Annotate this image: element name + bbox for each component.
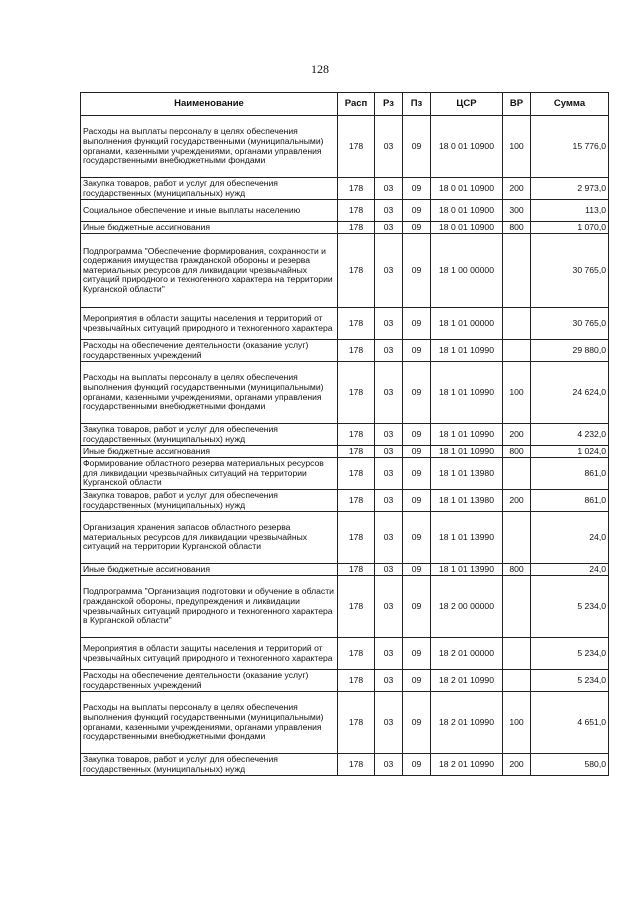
cell-rasp: 178 bbox=[338, 692, 375, 754]
cell-sum: 24,0 bbox=[531, 512, 609, 564]
header-vr: ВР bbox=[503, 93, 531, 116]
table-row bbox=[81, 670, 609, 692]
cell-sum: 30 765,0 bbox=[531, 308, 609, 340]
cell-csr: 18 1 01 13990 bbox=[431, 512, 503, 564]
cell-name: Расходы на обеспечение деятельности (оказание услуг) государственных учреждений bbox=[81, 340, 338, 362]
header-rz: Рз bbox=[375, 93, 403, 116]
cell-rasp: 178 bbox=[338, 308, 375, 340]
budget-table bbox=[80, 92, 609, 776]
cell-vr: 200 bbox=[503, 490, 531, 512]
table-header-row bbox=[81, 93, 609, 116]
cell-name: Закупка товаров, работ и услуг для обеспечения государственных (муниципальных) нужд bbox=[81, 754, 338, 776]
cell-rz: 03 bbox=[375, 424, 403, 446]
cell-csr: 18 2 00 00000 bbox=[431, 576, 503, 638]
cell-rz: 03 bbox=[375, 512, 403, 564]
cell-csr: 18 1 01 10990 bbox=[431, 340, 503, 362]
cell-rz: 03 bbox=[375, 116, 403, 178]
table-row bbox=[81, 446, 609, 458]
cell-rz: 03 bbox=[375, 340, 403, 362]
cell-name: Подпрограмма "Обеспечение формирования, сохранности и содержания имущества гражданской обороны и резерва материальных ресурсов для ликвидации чрезвычайных ситуаций природного и техногенного характера на территории Курганской области" bbox=[81, 234, 338, 308]
cell-rz: 03 bbox=[375, 234, 403, 308]
cell-sum: 29 880,0 bbox=[531, 340, 609, 362]
cell-pz: 09 bbox=[403, 200, 431, 222]
cell-vr: 300 bbox=[503, 200, 531, 222]
cell-rasp: 178 bbox=[338, 670, 375, 692]
cell-pz: 09 bbox=[403, 490, 431, 512]
table-row bbox=[81, 222, 609, 234]
cell-csr: 18 1 01 00000 bbox=[431, 308, 503, 340]
cell-sum: 861,0 bbox=[531, 458, 609, 490]
cell-sum: 5 234,0 bbox=[531, 638, 609, 670]
cell-pz: 09 bbox=[403, 362, 431, 424]
cell-rz: 03 bbox=[375, 490, 403, 512]
cell-rz: 03 bbox=[375, 638, 403, 670]
table-row bbox=[81, 692, 609, 754]
cell-name: Мероприятия в области защиты населения и территорий от чрезвычайных ситуаций природного и техногенного характера bbox=[81, 638, 338, 670]
cell-sum: 580,0 bbox=[531, 754, 609, 776]
table-row bbox=[81, 576, 609, 638]
cell-name: Формирование областного резерва материальных ресурсов для ликвидации чрезвычайных ситуаций на территории Курганской области bbox=[81, 458, 338, 490]
cell-vr bbox=[503, 576, 531, 638]
cell-vr: 100 bbox=[503, 692, 531, 754]
cell-name: Организация хранения запасов областного резерва материальных ресурсов для ликвидации чрезвычайных ситуаций на территории Курганской области bbox=[81, 512, 338, 564]
table-row bbox=[81, 340, 609, 362]
cell-rasp: 178 bbox=[338, 564, 375, 576]
header-pz: Пз bbox=[403, 93, 431, 116]
cell-sum: 113,0 bbox=[531, 200, 609, 222]
cell-name: Мероприятия в области защиты населения и территорий от чрезвычайных ситуаций природного и техногенного характера bbox=[81, 308, 338, 340]
cell-csr: 18 1 01 10990 bbox=[431, 446, 503, 458]
cell-pz: 09 bbox=[403, 424, 431, 446]
cell-rz: 03 bbox=[375, 178, 403, 200]
table-row bbox=[81, 564, 609, 576]
cell-rasp: 178 bbox=[338, 424, 375, 446]
cell-sum: 1 070,0 bbox=[531, 222, 609, 234]
cell-sum: 861,0 bbox=[531, 490, 609, 512]
cell-rz: 03 bbox=[375, 564, 403, 576]
header-sum: Сумма bbox=[531, 93, 609, 116]
cell-rasp: 178 bbox=[338, 116, 375, 178]
header-csr: ЦСР bbox=[431, 93, 503, 116]
cell-vr: 100 bbox=[503, 116, 531, 178]
cell-rz: 03 bbox=[375, 308, 403, 340]
cell-rz: 03 bbox=[375, 458, 403, 490]
cell-sum: 5 234,0 bbox=[531, 576, 609, 638]
table-row bbox=[81, 234, 609, 308]
cell-vr: 800 bbox=[503, 446, 531, 458]
cell-vr: 200 bbox=[503, 754, 531, 776]
cell-pz: 09 bbox=[403, 308, 431, 340]
cell-rasp: 178 bbox=[338, 340, 375, 362]
table-row bbox=[81, 362, 609, 424]
cell-pz: 09 bbox=[403, 458, 431, 490]
cell-sum: 24 624,0 bbox=[531, 362, 609, 424]
cell-vr bbox=[503, 458, 531, 490]
header-name: Наименование bbox=[81, 93, 338, 116]
cell-csr: 18 1 01 13990 bbox=[431, 564, 503, 576]
cell-rasp: 178 bbox=[338, 512, 375, 564]
cell-name: Расходы на обеспечение деятельности (оказание услуг) государственных учреждений bbox=[81, 670, 338, 692]
cell-pz: 09 bbox=[403, 446, 431, 458]
cell-pz: 09 bbox=[403, 576, 431, 638]
cell-sum: 4 651,0 bbox=[531, 692, 609, 754]
cell-name: Иные бюджетные ассигнования bbox=[81, 446, 338, 458]
table-row bbox=[81, 178, 609, 200]
cell-vr bbox=[503, 670, 531, 692]
cell-rz: 03 bbox=[375, 754, 403, 776]
table-row bbox=[81, 116, 609, 178]
cell-sum: 2 973,0 bbox=[531, 178, 609, 200]
cell-rasp: 178 bbox=[338, 234, 375, 308]
cell-sum: 30 765,0 bbox=[531, 234, 609, 308]
cell-name: Иные бюджетные ассигнования bbox=[81, 564, 338, 576]
cell-rasp: 178 bbox=[338, 458, 375, 490]
cell-name: Расходы на выплаты персоналу в целях обеспечения выполнения функций государственными (муниципальными) органами, казенными учреждениями, органами управления государственными внебюджетными фондами bbox=[81, 692, 338, 754]
cell-rasp: 178 bbox=[338, 200, 375, 222]
cell-vr: 800 bbox=[503, 222, 531, 234]
cell-csr: 18 0 01 10900 bbox=[431, 116, 503, 178]
cell-csr: 18 1 01 13980 bbox=[431, 490, 503, 512]
cell-csr: 18 0 01 10900 bbox=[431, 200, 503, 222]
table-row bbox=[81, 200, 609, 222]
cell-name: Закупка товаров, работ и услуг для обеспечения государственных (муниципальных) нужд bbox=[81, 178, 338, 200]
cell-pz: 09 bbox=[403, 234, 431, 308]
cell-pz: 09 bbox=[403, 692, 431, 754]
cell-vr: 100 bbox=[503, 362, 531, 424]
cell-rasp: 178 bbox=[338, 638, 375, 670]
cell-vr bbox=[503, 234, 531, 308]
table-row bbox=[81, 490, 609, 512]
cell-csr: 18 2 01 10990 bbox=[431, 754, 503, 776]
cell-rasp: 178 bbox=[338, 222, 375, 234]
cell-csr: 18 1 01 10990 bbox=[431, 362, 503, 424]
cell-vr: 200 bbox=[503, 178, 531, 200]
cell-rz: 03 bbox=[375, 200, 403, 222]
cell-sum: 5 234,0 bbox=[531, 670, 609, 692]
cell-pz: 09 bbox=[403, 178, 431, 200]
cell-sum: 1 024,0 bbox=[531, 446, 609, 458]
cell-name: Закупка товаров, работ и услуг для обеспечения государственных (муниципальных) нужд bbox=[81, 490, 338, 512]
cell-csr: 18 1 00 00000 bbox=[431, 234, 503, 308]
cell-rz: 03 bbox=[375, 576, 403, 638]
cell-pz: 09 bbox=[403, 670, 431, 692]
cell-rz: 03 bbox=[375, 446, 403, 458]
cell-rasp: 178 bbox=[338, 178, 375, 200]
cell-csr: 18 2 01 00000 bbox=[431, 638, 503, 670]
cell-pz: 09 bbox=[403, 564, 431, 576]
cell-rz: 03 bbox=[375, 692, 403, 754]
table-row bbox=[81, 424, 609, 446]
cell-vr bbox=[503, 308, 531, 340]
cell-rz: 03 bbox=[375, 222, 403, 234]
cell-rz: 03 bbox=[375, 362, 403, 424]
header-rasp: Расп bbox=[338, 93, 375, 116]
cell-rasp: 178 bbox=[338, 754, 375, 776]
page-number: 128 bbox=[311, 62, 329, 76]
cell-sum: 24,0 bbox=[531, 564, 609, 576]
cell-rasp: 178 bbox=[338, 490, 375, 512]
cell-vr: 800 bbox=[503, 564, 531, 576]
cell-name: Расходы на выплаты персоналу в целях обеспечения выполнения функций государственными (муниципальными) органами, казенными учреждениями, органами управления государственными внебюджетными фондами bbox=[81, 116, 338, 178]
cell-name: Подпрограмма "Организация подготовки и обучение в области гражданской обороны, предупреждения и ликвидации чрезвычайных ситуаций природного и техногенного характера в Курганской области" bbox=[81, 576, 338, 638]
cell-pz: 09 bbox=[403, 754, 431, 776]
cell-rz: 03 bbox=[375, 670, 403, 692]
cell-csr: 18 2 01 10990 bbox=[431, 670, 503, 692]
cell-pz: 09 bbox=[403, 340, 431, 362]
cell-sum: 4 232,0 bbox=[531, 424, 609, 446]
cell-pz: 09 bbox=[403, 638, 431, 670]
cell-rasp: 178 bbox=[338, 362, 375, 424]
cell-vr bbox=[503, 340, 531, 362]
cell-csr: 18 1 01 10990 bbox=[431, 424, 503, 446]
table-row bbox=[81, 638, 609, 670]
table-row bbox=[81, 458, 609, 490]
cell-vr bbox=[503, 512, 531, 564]
cell-vr: 200 bbox=[503, 424, 531, 446]
cell-pz: 09 bbox=[403, 116, 431, 178]
table-row bbox=[81, 308, 609, 340]
cell-pz: 09 bbox=[403, 222, 431, 234]
cell-rasp: 178 bbox=[338, 446, 375, 458]
cell-name: Закупка товаров, работ и услуг для обеспечения государственных (муниципальных) нужд bbox=[81, 424, 338, 446]
table-row bbox=[81, 512, 609, 564]
cell-csr: 18 0 01 10900 bbox=[431, 222, 503, 234]
cell-csr: 18 2 01 10990 bbox=[431, 692, 503, 754]
cell-name: Иные бюджетные ассигнования bbox=[81, 222, 338, 234]
cell-name: Расходы на выплаты персоналу в целях обеспечения выполнения функций государственными (муниципальными) органами, казенными учреждениями, органами управления государственными внебюджетными фондами bbox=[81, 362, 338, 424]
table-row bbox=[81, 754, 609, 776]
cell-csr: 18 1 01 13980 bbox=[431, 458, 503, 490]
cell-rasp: 178 bbox=[338, 576, 375, 638]
cell-name: Социальное обеспечение и иные выплаты населению bbox=[81, 200, 338, 222]
cell-csr: 18 0 01 10900 bbox=[431, 178, 503, 200]
cell-sum: 15 776,0 bbox=[531, 116, 609, 178]
cell-pz: 09 bbox=[403, 512, 431, 564]
cell-vr bbox=[503, 638, 531, 670]
